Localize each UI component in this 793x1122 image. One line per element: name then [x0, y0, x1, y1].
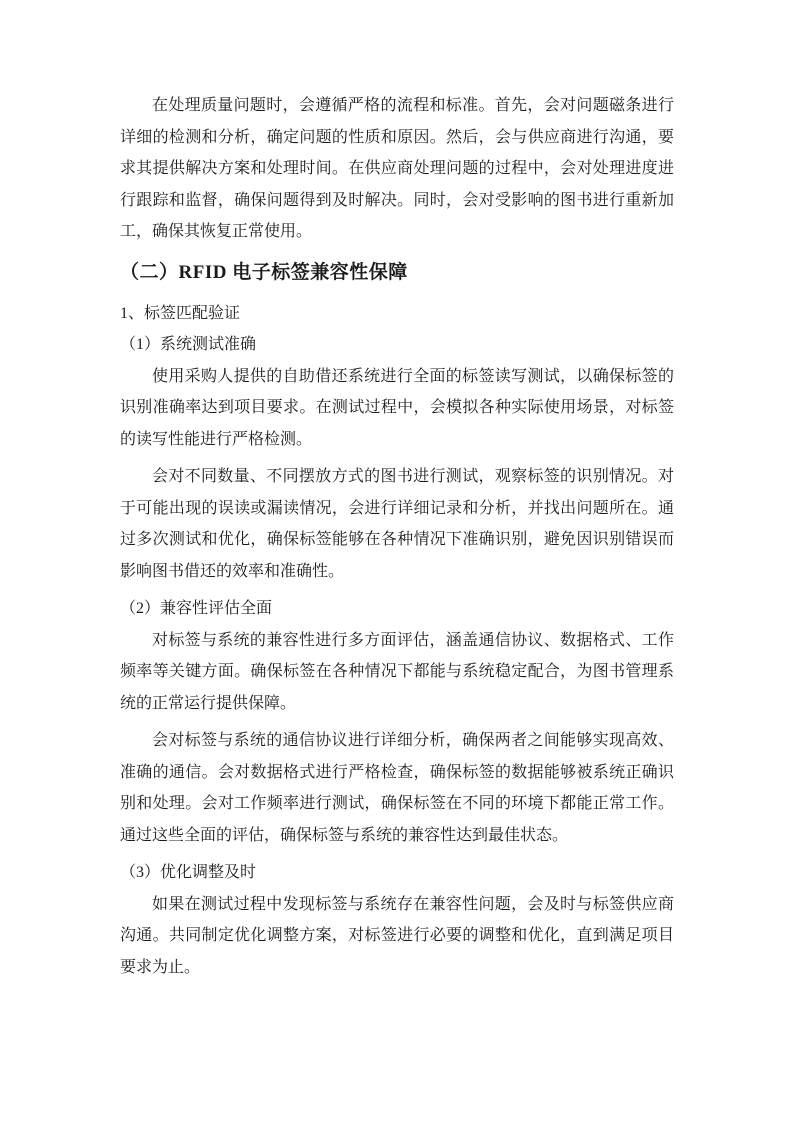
item2-paragraph-1: 对标签与系统的兼容性进行多方面评估，涵盖通信协议、数据格式、工作频率等关键方面。确保标签在各种情况下都能与系统稳定配合，为图书管理系统的正常运行提供保障。 — [120, 631, 674, 712]
item3-paragraph-1: 如果在测试过程中发现标签与系统存在兼容性问题，会及时与标签供应商沟通。共同制定优化调整方案，对标签进行必要的调整和优化，直到满足项目要求为止。 — [120, 895, 674, 976]
item1-paragraph-1: 使用采购人提供的自助借还系统进行全面的标签读写测试，以确保标签的识别准确率达到项目要求。在测试过程中，会模拟各种实际使用场景，对标签的读写性能进行严格检测。 — [120, 367, 674, 448]
section-heading-rfid-compatibility: （二）RFID 电子标签兼容性保障 — [120, 261, 408, 283]
item2-paragraph-2: 会对标签与系统的通信协议进行详细分析，确保两者之间能够实现高效、准确的通信。会对数据格式进行严格检查，确保标签的数据能够被系统正确识别和处理。会对工作频率进行测试，确保标签在不同的环境下都能正常工作。通过这些全面的评估，确保标签与系统的兼容性达到最佳状态。 — [120, 732, 674, 844]
sub-heading-tag-match-verification: 1、标签匹配验证 — [120, 304, 241, 322]
item1-paragraph-2: 会对不同数量、不同摆放方式的图书进行测试，观察标签的识别情况。对于可能出现的误读或漏读情况，会进行详细记录和分析，并找出问题所在。通过多次测试和优化，确保标签能够在各种情况下准确识别，避免因识别错误而影响图书借还的效率和准确性。 — [120, 468, 674, 580]
item-heading-compatibility-evaluation: （2）兼容性评估全面 — [120, 600, 273, 617]
intro-paragraph: 在处理质量问题时，会遵循严格的流程和标准。首先，会对问题磁条进行详细的检测和分析，确定问题的性质和原因。然后，会与供应商进行沟通，要求其提供解决方案和处理时间。在供应商处理问题的过程中，会对处理进度进行跟踪和监督，确保问题得到及时解决。同时，会对受影响的图书进行重新加工，确保其恢复正常使用。 — [120, 97, 674, 240]
item-heading-timely-optimization: （3）优化调整及时 — [120, 864, 257, 881]
item-heading-system-test: （1）系统测试准确 — [120, 336, 257, 353]
